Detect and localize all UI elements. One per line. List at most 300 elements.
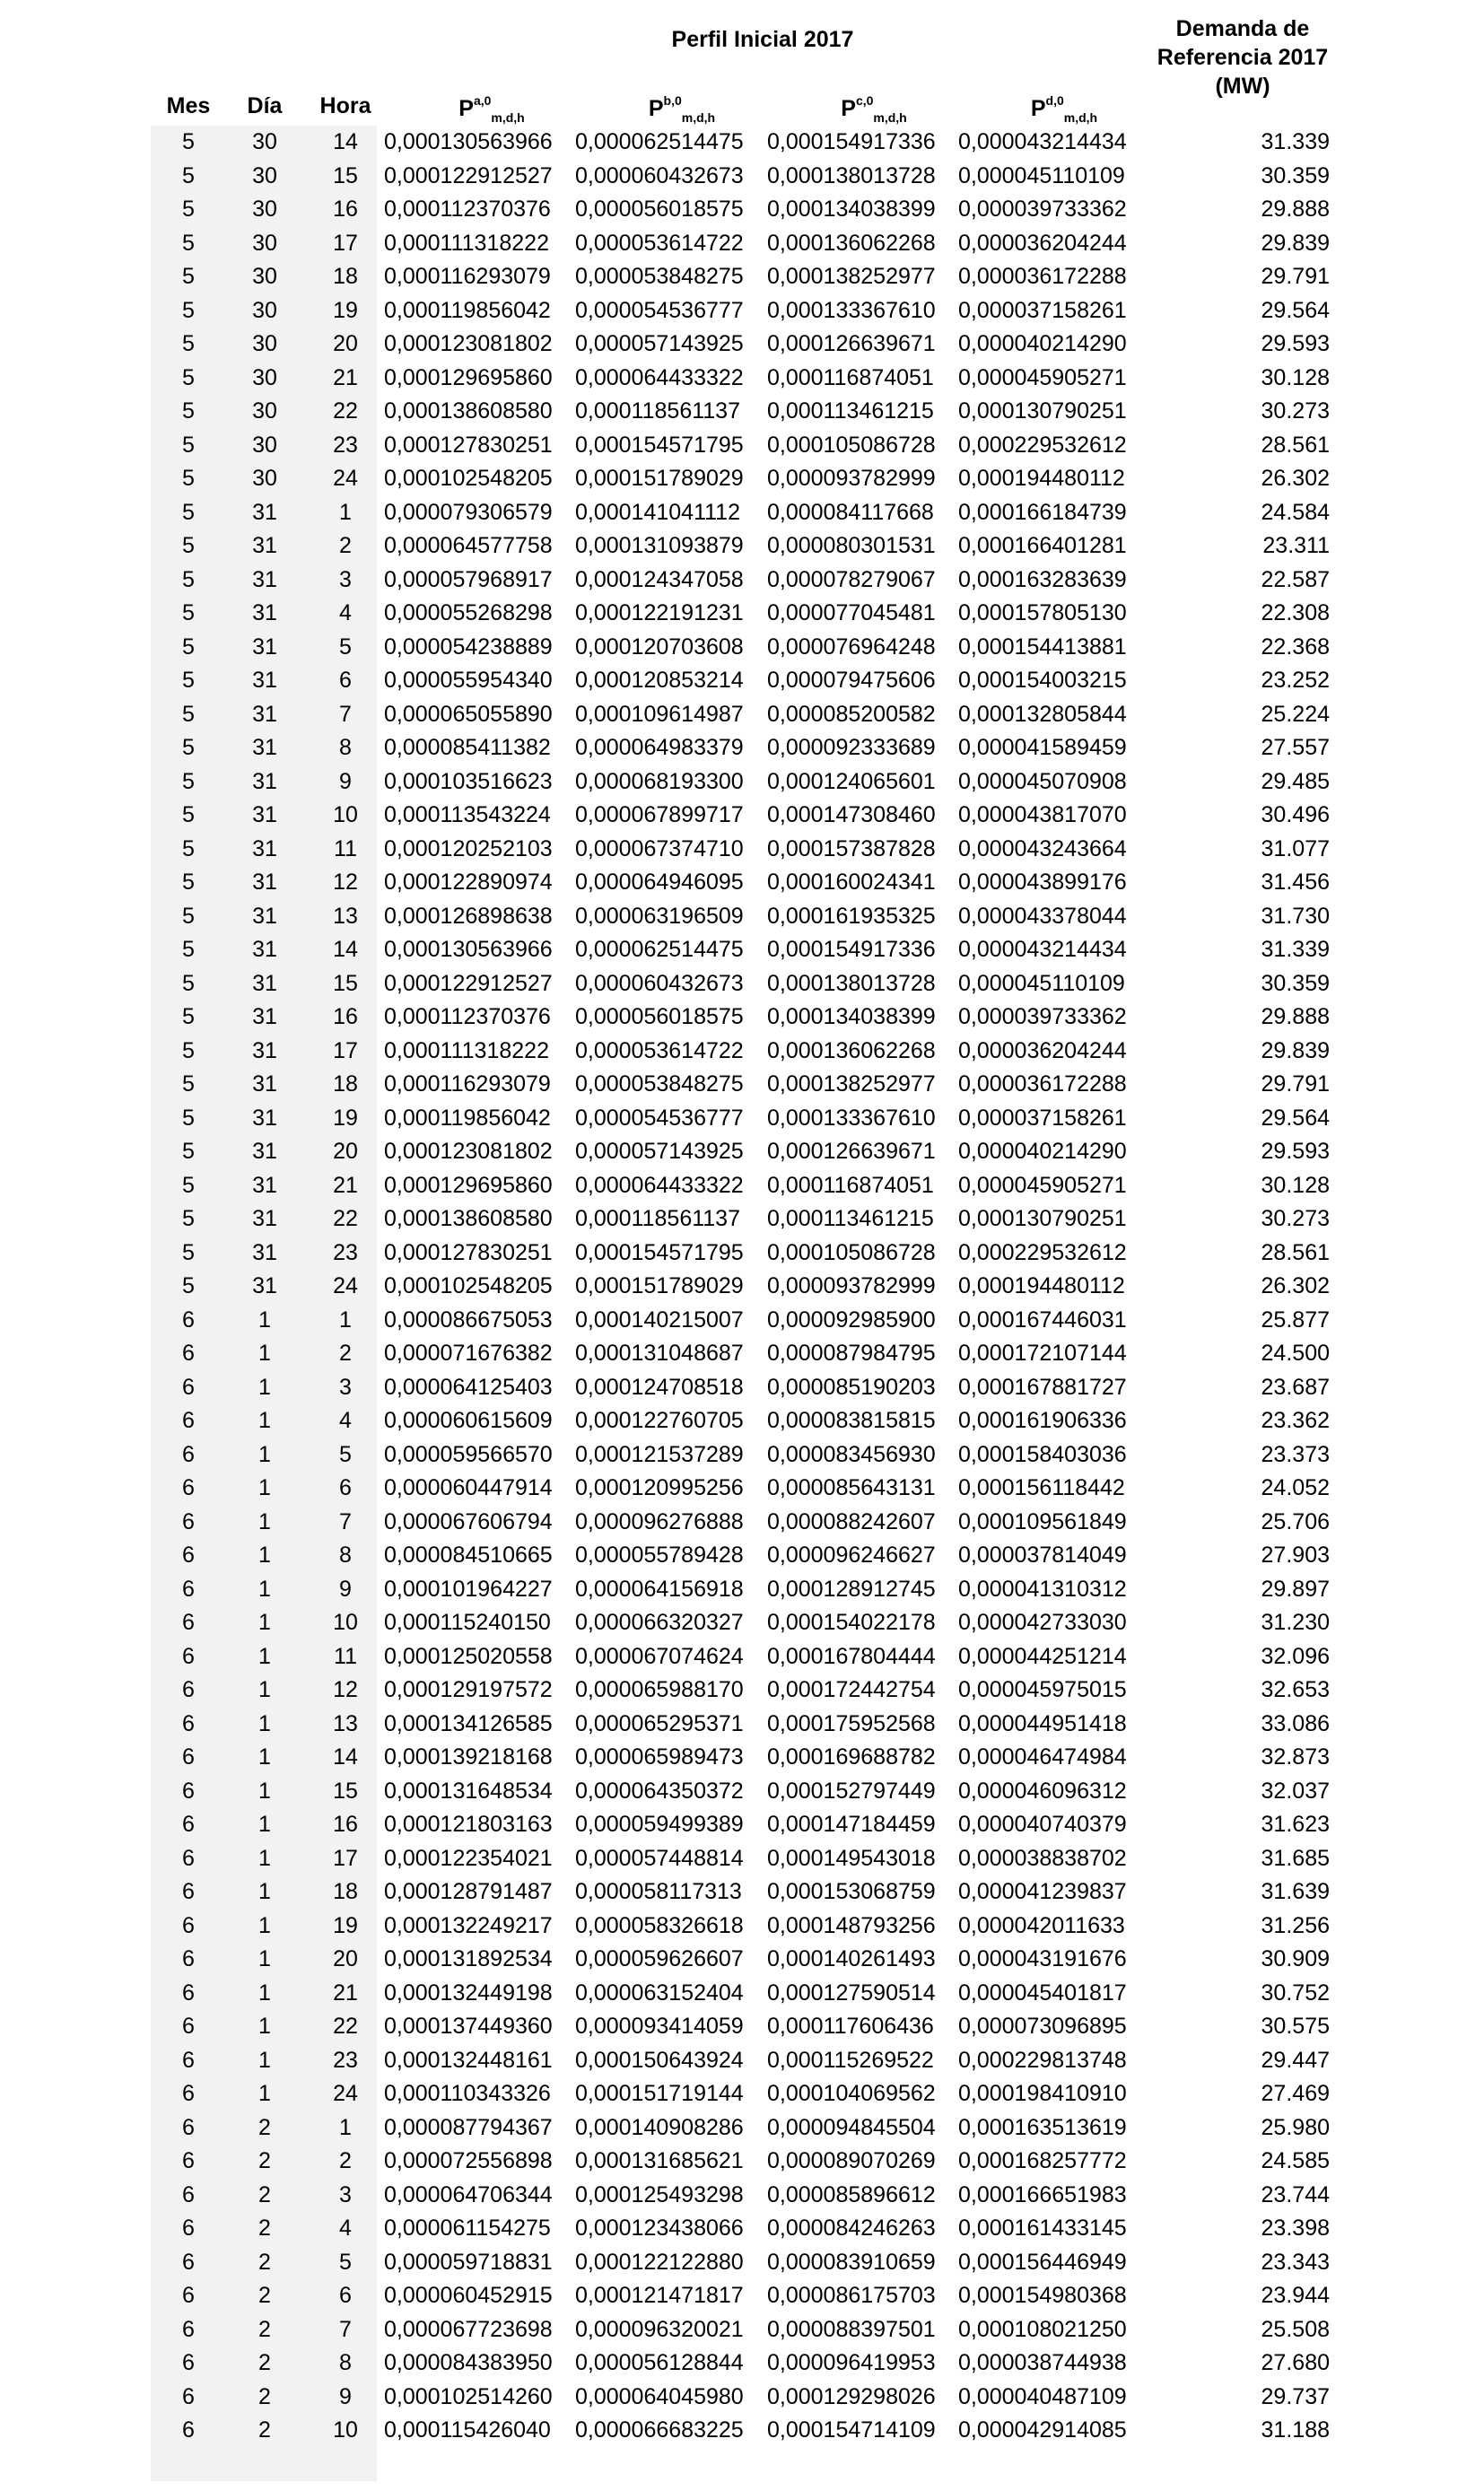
- profile-b-cell: 0,000059626607: [575, 1946, 744, 1971]
- dia-cell: 1: [258, 1744, 271, 1770]
- profile-c-cell: 0,000134038399: [767, 1004, 936, 1029]
- profile-c-cell: 0,000116874051: [767, 1172, 934, 1198]
- mes-cell: 6: [182, 1980, 195, 2006]
- profile-c-cell: 0,000153068759: [767, 1879, 936, 1904]
- profile-b-cell: 0,000096320021: [575, 2316, 744, 2342]
- table-row: [0, 2414, 1484, 2448]
- profile-d-cell: 0,000046474984: [958, 1744, 1127, 1770]
- profile-b-cell: 0,000062514475: [575, 129, 744, 154]
- demand-cell: 27.469: [1261, 2081, 1330, 2106]
- dia-cell: 31: [252, 634, 277, 660]
- profile-d-cell: 0,000039733362: [958, 1004, 1127, 1029]
- profile-b-cell: 0,000140908286: [575, 2114, 744, 2140]
- mes-cell: 5: [182, 1172, 195, 1198]
- table-row: [0, 2044, 1484, 2078]
- demand-cell: 24.584: [1261, 499, 1330, 525]
- column-header-profile-c: P$^{c,0}_{m,d,h}$: [841, 93, 907, 125]
- table-row: [0, 2279, 1484, 2313]
- dia-cell: 2: [258, 2283, 271, 2308]
- hora-cell: 17: [333, 1845, 358, 1871]
- demand-cell: 25.877: [1261, 1307, 1330, 1333]
- profile-b-cell: 0,000068193300: [575, 768, 744, 794]
- table-row: [0, 2111, 1484, 2146]
- dia-cell: 31: [252, 1004, 277, 1029]
- mes-cell: 5: [182, 668, 195, 693]
- profile-b-cell: 0,000059499389: [575, 1812, 744, 1837]
- table-row: [0, 2347, 1484, 2381]
- dia-cell: 30: [252, 466, 277, 491]
- demand-cell: 27.557: [1261, 735, 1330, 760]
- demand-cell: 30.752: [1261, 1980, 1330, 2006]
- profile-d-cell: 0,000167446031: [958, 1307, 1127, 1333]
- table-row: [0, 664, 1484, 698]
- hora-cell: 10: [333, 1610, 358, 1635]
- profile-a-cell: 0,000129695860: [384, 364, 553, 390]
- hora-cell: 1: [339, 499, 352, 525]
- table-row: [0, 698, 1484, 732]
- hora-cell: 23: [333, 2047, 358, 2073]
- profile-c-cell: 0,000092333689: [767, 735, 936, 760]
- profile-b-cell: 0,000141041112: [575, 499, 740, 525]
- profile-d-cell: 0,000156118442: [958, 1475, 1125, 1500]
- dia-cell: 30: [252, 364, 277, 390]
- dia-cell: 31: [252, 870, 277, 895]
- table-row: [0, 2313, 1484, 2347]
- dia-cell: 1: [258, 2081, 271, 2106]
- hora-cell: 24: [333, 2081, 358, 2106]
- profile-a-cell: 0,000120252103: [384, 835, 553, 861]
- demand-cell: 22.368: [1261, 634, 1330, 660]
- profile-c-cell: 0,000167804444: [767, 1643, 936, 1669]
- profile-c-cell: 0,000104069562: [767, 2081, 936, 2106]
- profile-c-cell: 0,000147184459: [767, 1812, 936, 1837]
- table-row: [0, 1068, 1484, 1102]
- profile-c-cell: 0,000127590514: [767, 1980, 936, 2006]
- mes-cell: 6: [182, 1543, 195, 1568]
- profile-d-cell: 0,000229532612: [958, 1239, 1127, 1265]
- dia-cell: 30: [252, 230, 277, 256]
- profile-a-cell: 0,000128791487: [384, 1879, 553, 1904]
- hora-cell: 19: [333, 1105, 358, 1131]
- profile-d-cell: 0,000041589459: [958, 735, 1127, 760]
- demand-cell: 30.128: [1261, 364, 1330, 390]
- profile-c-cell: 0,000160024341: [767, 870, 936, 895]
- profile-c-cell: 0,000079475606: [767, 668, 936, 693]
- profile-c-cell: 0,000085200582: [767, 701, 936, 727]
- profile-a-cell: 0,000119856042: [384, 1105, 551, 1131]
- dia-cell: 1: [258, 1307, 271, 1333]
- profile-a-cell: 0,000071676382: [384, 1341, 553, 1366]
- mes-cell: 6: [182, 1912, 195, 1938]
- profile-b-cell: 0,000131685621: [575, 2148, 744, 2173]
- dia-cell: 31: [252, 835, 277, 861]
- profile-a-cell: 0,000123081802: [384, 1139, 553, 1164]
- demand-cell: 29.564: [1261, 1105, 1330, 1131]
- table-row: [0, 1708, 1484, 1742]
- mes-cell: 6: [182, 1710, 195, 1736]
- demand-cell: 31.230: [1261, 1610, 1330, 1635]
- table-row: [0, 1539, 1484, 1573]
- profile-b-cell: 0,000062514475: [575, 937, 744, 962]
- demand-cell: 29.888: [1261, 1004, 1330, 1029]
- profile-b-cell: 0,000150643924: [575, 2047, 744, 2073]
- mes-cell: 6: [182, 2216, 195, 2241]
- profile-a-cell: 0,000061154275: [384, 2216, 551, 2241]
- profile-d-cell: 0,000132805844: [958, 701, 1127, 727]
- dia-cell: 1: [258, 1778, 271, 1804]
- mes-cell: 6: [182, 1812, 195, 1837]
- profile-a-cell: 0,000115240150: [384, 1610, 551, 1635]
- profile-b-cell: 0,000065988170: [575, 1677, 744, 1702]
- profile-d-cell: 0,000036172288: [958, 1071, 1127, 1097]
- hora-cell: 11: [334, 835, 357, 861]
- profile-c-cell: 0,000116874051: [767, 364, 934, 390]
- hora-cell: 9: [339, 2383, 352, 2409]
- profile-d-cell: 0,000198410910: [958, 2081, 1127, 2106]
- profile-a-cell: 0,000067723698: [384, 2316, 553, 2342]
- profile-c-cell: 0,000148793256: [767, 1912, 936, 1938]
- hora-cell: 5: [339, 2249, 352, 2275]
- mes-cell: 6: [182, 2014, 195, 2039]
- demand-cell: 31.639: [1261, 1879, 1330, 1904]
- profile-b-cell: 0,000066320327: [575, 1610, 744, 1635]
- demand-cell: 31.077: [1261, 835, 1330, 861]
- hora-cell: 10: [333, 802, 358, 827]
- profile-b-cell: 0,000123438066: [575, 2216, 744, 2241]
- profile-c-cell: 0,000113461215: [767, 1206, 934, 1231]
- hora-cell: 15: [333, 1778, 358, 1804]
- profile-c-cell: 0,000138013728: [767, 162, 936, 188]
- dia-cell: 1: [258, 1441, 271, 1467]
- dia-cell: 2: [258, 2216, 271, 2241]
- profile-b-cell: 0,000122760705: [575, 1408, 744, 1433]
- demand-cell: 29.791: [1261, 1071, 1330, 1097]
- profile-b-cell: 0,000151789029: [575, 1273, 744, 1298]
- profile-b-cell: 0,000060432673: [575, 970, 744, 996]
- profile-b-cell: 0,000151789029: [575, 466, 744, 491]
- profile-a-cell: 0,000122912527: [384, 162, 553, 188]
- profile-d-cell: 0,000043899176: [958, 870, 1127, 895]
- profile-b-cell: 0,000065295371: [575, 1710, 744, 1736]
- hora-cell: 21: [333, 1980, 358, 2006]
- profile-c-cell: 0,000117606436: [767, 2014, 934, 2039]
- profile-a-cell: 0,000085411382: [384, 735, 551, 760]
- mes-cell: 6: [182, 2148, 195, 2173]
- hora-cell: 19: [333, 1912, 358, 1938]
- profile-c-cell: 0,000138252977: [767, 264, 936, 289]
- profile-b-cell: 0,000118561137: [575, 1206, 740, 1231]
- profile-a-cell: 0,000122890974: [384, 870, 553, 895]
- hora-cell: 7: [339, 2316, 352, 2342]
- dia-cell: 2: [258, 2316, 271, 2342]
- profile-a-cell: 0,000054238889: [384, 634, 553, 660]
- dia-cell: 30: [252, 162, 277, 188]
- profile-b-cell: 0,000054536777: [575, 1105, 744, 1131]
- dia-cell: 31: [252, 1239, 277, 1265]
- demand-cell: 30.575: [1261, 2014, 1330, 2039]
- profile-a-cell: 0,000064577758: [384, 533, 553, 558]
- table-row: [0, 260, 1484, 294]
- demand-cell: 29.564: [1261, 297, 1330, 323]
- dia-cell: 2: [258, 2350, 271, 2375]
- mes-cell: 6: [182, 1341, 195, 1366]
- mes-cell: 5: [182, 802, 195, 827]
- profile-d-cell: 0,000161906336: [958, 1408, 1127, 1433]
- profile-a-cell: 0,000065055890: [384, 701, 553, 727]
- mes-cell: 6: [182, 2181, 195, 2207]
- profile-d-cell: 0,000036204244: [958, 230, 1127, 256]
- dia-cell: 2: [258, 2148, 271, 2173]
- demand-cell: 30.273: [1261, 1206, 1330, 1231]
- dia-cell: 31: [252, 735, 277, 760]
- demand-cell: 29.888: [1261, 197, 1330, 222]
- demand-cell: 32.037: [1261, 1778, 1330, 1804]
- profile-c-cell: 0,000092985900: [767, 1307, 936, 1333]
- profile-d-cell: 0,000036172288: [958, 264, 1127, 289]
- profile-c-cell: 0,000113461215: [767, 398, 934, 424]
- profile-b-cell: 0,000122191231: [575, 600, 744, 625]
- profile-c-cell: 0,000076964248: [767, 634, 936, 660]
- profile-d-cell: 0,000040214290: [958, 1139, 1127, 1164]
- demand-cell: 31.188: [1261, 2417, 1330, 2443]
- dia-cell: 31: [252, 533, 277, 558]
- hora-cell: 20: [333, 1139, 358, 1164]
- demand-cell: 32.096: [1261, 1643, 1330, 1669]
- demand-cell: 30.909: [1261, 1946, 1330, 1971]
- demand-cell: 30.359: [1261, 162, 1330, 188]
- demand-cell: 31.339: [1261, 937, 1330, 962]
- profile-c-cell: 0,000085643131: [767, 1475, 936, 1500]
- dia-cell: 1: [258, 1475, 271, 1500]
- dia-cell: 1: [258, 1912, 271, 1938]
- profile-b-cell: 0,000140215007: [575, 1307, 744, 1333]
- hora-cell: 21: [333, 364, 358, 390]
- profile-c-cell: 0,000085190203: [767, 1374, 936, 1400]
- hora-cell: 4: [339, 2216, 352, 2241]
- dia-cell: 31: [252, 701, 277, 727]
- profile-c-cell: 0,000136062268: [767, 1037, 936, 1063]
- hora-cell: 2: [339, 2148, 352, 2173]
- profile-d-cell: 0,000046096312: [958, 1778, 1127, 1804]
- profile-a-cell: 0,000060452915: [384, 2283, 553, 2308]
- dia-cell: 1: [258, 1946, 271, 1971]
- column-header-dia: Día: [247, 93, 283, 118]
- profile-a-cell: 0,000055268298: [384, 600, 553, 625]
- demand-cell: 29.791: [1261, 264, 1330, 289]
- profile-b-cell: 0,000109614987: [575, 701, 744, 727]
- hora-cell: 15: [333, 162, 358, 188]
- dia-cell: 1: [258, 1508, 271, 1534]
- hora-cell: 9: [339, 1576, 352, 1602]
- dia-cell: 2: [258, 2383, 271, 2409]
- profile-b-cell: 0,000063196509: [575, 903, 744, 929]
- profile-c-cell: 0,000080301531: [767, 533, 936, 558]
- profile-b-cell: 0,000053848275: [575, 264, 744, 289]
- hora-cell: 22: [333, 2014, 358, 2039]
- demand-header-line: (MW): [1215, 74, 1270, 99]
- profile-b-cell: 0,000064946095: [575, 870, 744, 895]
- hora-cell: 23: [333, 432, 358, 458]
- profile-b-cell: 0,000121471817: [575, 2283, 744, 2308]
- profile-d-cell: 0,000045975015: [958, 1677, 1127, 1702]
- profile-d-cell: 0,000037158261: [958, 297, 1127, 323]
- hora-cell: 3: [339, 2181, 352, 2207]
- demand-cell: 23.373: [1261, 1441, 1330, 1467]
- profile-d-cell: 0,000043214434: [958, 129, 1127, 154]
- hora-cell: 17: [333, 1037, 358, 1063]
- profile-d-cell: 0,000154413881: [958, 634, 1127, 660]
- profile-d-cell: 0,000042011633: [958, 1912, 1125, 1938]
- profile-b-cell: 0,000063152404: [575, 1980, 744, 2006]
- mes-cell: 6: [182, 2047, 195, 2073]
- mes-cell: 5: [182, 1139, 195, 1164]
- hora-cell: 3: [339, 566, 352, 592]
- table-row: [0, 1943, 1484, 1977]
- profile-c-cell: 0,000086175703: [767, 2283, 936, 2308]
- table-row: [0, 1001, 1484, 1035]
- profile-d-cell: 0,000161433145: [958, 2216, 1127, 2241]
- profile-b-cell: 0,000093414059: [575, 2014, 744, 2039]
- demand-cell: 25.706: [1261, 1508, 1330, 1534]
- hora-cell: 15: [333, 970, 358, 996]
- profile-b-cell: 0,000060432673: [575, 162, 744, 188]
- profile-c-cell: 0,000169688782: [767, 1744, 936, 1770]
- dia-cell: 31: [252, 802, 277, 827]
- profile-a-cell: 0,000119856042: [384, 297, 551, 323]
- demand-header-line: Referencia 2017: [1157, 45, 1329, 70]
- dia-cell: 1: [258, 1710, 271, 1736]
- mes-cell: 6: [182, 2417, 195, 2443]
- mes-cell: 6: [182, 1946, 195, 1971]
- profile-d-cell: 0,000166651983: [958, 2181, 1127, 2207]
- profile-c-cell: 0,000078279067: [767, 566, 936, 592]
- profile-c-cell: 0,000172442754: [767, 1677, 936, 1702]
- profile-a-cell: 0,000087794367: [384, 2114, 553, 2140]
- profile-c-cell: 0,000126639671: [767, 331, 936, 356]
- profile-a-cell: 0,000116293079: [384, 1071, 551, 1097]
- profile-d-cell: 0,000168257772: [958, 2148, 1127, 2173]
- mes-cell: 5: [182, 297, 195, 323]
- profile-c-cell: 0,000175952568: [767, 1710, 936, 1736]
- profile-d-cell: 0,000163283639: [958, 566, 1127, 592]
- profile-a-cell: 0,000059566570: [384, 1441, 553, 1467]
- dia-cell: 1: [258, 2014, 271, 2039]
- dia-cell: 31: [252, 1273, 277, 1298]
- profile-a-cell: 0,000126898638: [384, 903, 553, 929]
- profile-d-cell: 0,000045110109: [958, 162, 1125, 188]
- profile-c-cell: 0,000136062268: [767, 230, 936, 256]
- profile-d-cell: 0,000038838702: [958, 1845, 1127, 1871]
- table-row: [0, 160, 1484, 194]
- profile-c-cell: 0,000140261493: [767, 1946, 936, 1971]
- mes-cell: 5: [182, 1071, 195, 1097]
- profile-d-cell: 0,000045110109: [958, 970, 1125, 996]
- profile-c-cell: 0,000154022178: [767, 1610, 936, 1635]
- hora-cell: 13: [333, 1710, 358, 1736]
- profile-a-cell: 0,000084510665: [384, 1543, 553, 1568]
- profile-b-cell: 0,000154571795: [575, 1239, 744, 1265]
- dia-cell: 31: [252, 937, 277, 962]
- table-row: [0, 227, 1484, 261]
- profile-b-cell: 0,000067899717: [575, 802, 744, 827]
- profile-d-cell: 0,000194480112: [958, 1273, 1125, 1298]
- profile-d-cell: 0,000043378044: [958, 903, 1127, 929]
- table-row: [0, 2246, 1484, 2280]
- hora-cell: 19: [333, 297, 358, 323]
- profile-a-cell: 0,000129197572: [384, 1677, 553, 1702]
- hora-cell: 20: [333, 1946, 358, 1971]
- table-row: [0, 799, 1484, 833]
- hora-cell: 16: [333, 1004, 358, 1029]
- profile-b-cell: 0,000064983379: [575, 735, 744, 760]
- table-row: [0, 1102, 1484, 1136]
- profile-b-cell: 0,000067374710: [575, 835, 744, 861]
- demand-cell: 31.623: [1261, 1812, 1330, 1837]
- profile-c-cell: 0,000083910659: [767, 2249, 936, 2275]
- dia-cell: 31: [252, 668, 277, 693]
- profile-c-cell: 0,000093782999: [767, 1273, 936, 1298]
- mes-cell: 6: [182, 1441, 195, 1467]
- table-row: [0, 126, 1484, 160]
- hora-cell: 8: [339, 1543, 352, 1568]
- dia-cell: 1: [258, 1610, 271, 1635]
- profile-a-cell: 0,000130563966: [384, 937, 553, 962]
- profile-d-cell: 0,000037158261: [958, 1105, 1127, 1131]
- demand-cell: 27.903: [1261, 1543, 1330, 1568]
- demand-cell: 23.744: [1261, 2181, 1330, 2207]
- demand-cell: 29.447: [1261, 2047, 1330, 2073]
- profile-b-cell: 0,000064045980: [575, 2383, 744, 2409]
- profile-d-cell: 0,000043243664: [958, 835, 1127, 861]
- profile-d-cell: 0,000043191676: [958, 1946, 1127, 1971]
- profile-c-cell: 0,000126639671: [767, 1139, 936, 1164]
- dia-cell: 1: [258, 1812, 271, 1837]
- profile-c-cell: 0,000088242607: [767, 1508, 936, 1534]
- table-title: Perfil Inicial 2017: [671, 27, 854, 52]
- demand-cell: 29.897: [1261, 1576, 1330, 1602]
- mes-cell: 5: [182, 903, 195, 929]
- dia-cell: 1: [258, 1845, 271, 1871]
- profile-c-cell: 0,000154917336: [767, 937, 936, 962]
- table-row: [0, 1506, 1484, 1540]
- table-row: [0, 731, 1484, 765]
- hora-cell: 1: [339, 2114, 352, 2140]
- profile-a-cell: 0,000130563966: [384, 129, 553, 154]
- table-row: [0, 2077, 1484, 2111]
- table-row: [0, 866, 1484, 900]
- mes-cell: 5: [182, 870, 195, 895]
- profile-d-cell: 0,000045401817: [958, 1980, 1127, 2006]
- mes-cell: 5: [182, 1273, 195, 1298]
- mes-cell: 5: [182, 162, 195, 188]
- dia-cell: 30: [252, 297, 277, 323]
- hora-cell: 7: [339, 701, 352, 727]
- hora-cell: 5: [339, 1441, 352, 1467]
- demand-cell: 25.224: [1261, 701, 1330, 727]
- table-row: [0, 2381, 1484, 2415]
- table-row: [0, 1169, 1484, 1203]
- mes-cell: 5: [182, 432, 195, 458]
- demand-cell: 31.256: [1261, 1912, 1330, 1938]
- profile-a-cell: 0,000127830251: [384, 432, 553, 458]
- profile-a-cell: 0,000059718831: [384, 2249, 553, 2275]
- demand-cell: 32.873: [1261, 1744, 1330, 1770]
- table-row: [0, 2212, 1484, 2246]
- table-row: [0, 395, 1484, 429]
- profile-d-cell: 0,000108021250: [958, 2316, 1127, 2342]
- hora-cell: 9: [339, 768, 352, 794]
- profile-b-cell: 0,000131048687: [575, 1341, 744, 1366]
